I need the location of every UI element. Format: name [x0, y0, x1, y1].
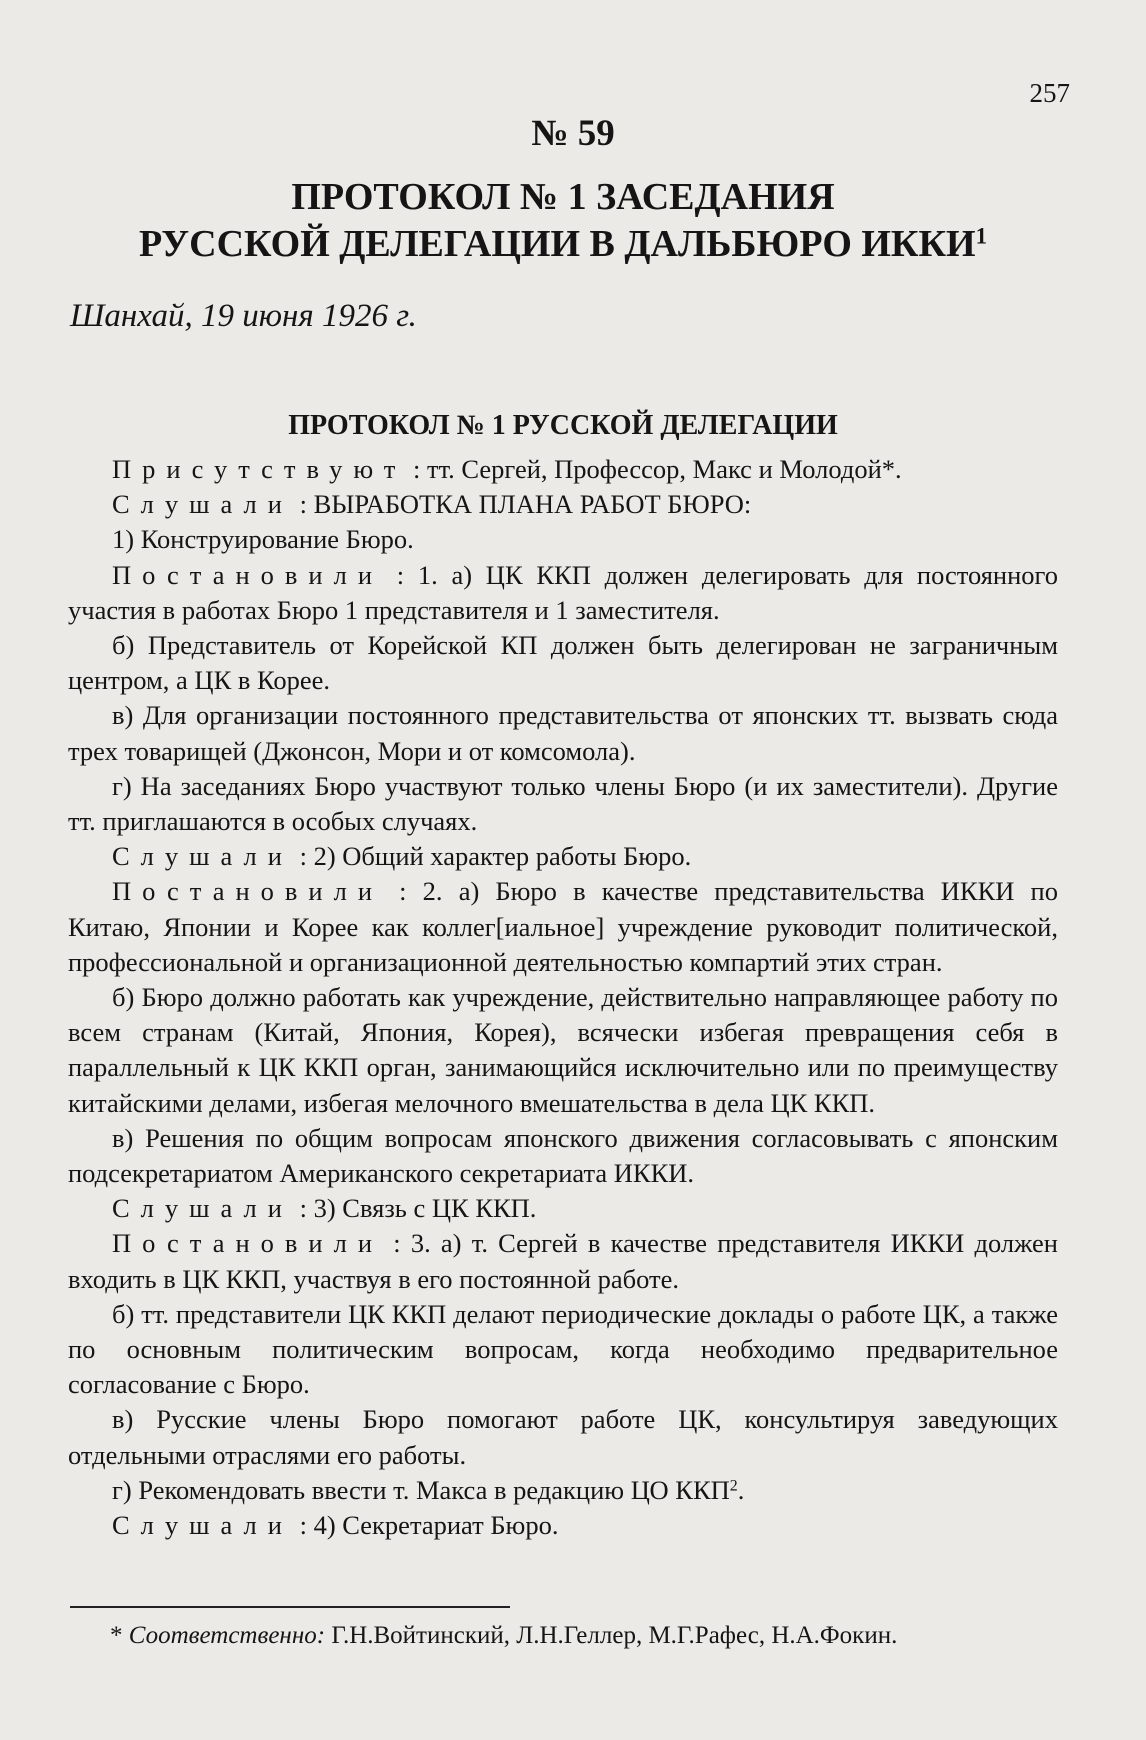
- paragraph-label: Слушали: [112, 1510, 293, 1541]
- paragraph-text: г) Рекомендовать ввести т. Макса в редакцию ЦО ККП: [112, 1474, 730, 1505]
- paragraph-separator: :: [383, 1228, 411, 1259]
- paragraph-label: Слушали: [112, 1193, 293, 1224]
- paragraph: [68, 452, 1058, 487]
- footnote-divider: [70, 1606, 510, 1608]
- paragraph-text: б) тт. представители ЦК ККП делают периодические доклады о работе ЦК, а также по основным политическим вопросам, когда необходимо предварительное согласование с Бюро.: [68, 1298, 1058, 1400]
- paragraph: [68, 1473, 1058, 1508]
- paragraph-separator: :: [292, 489, 314, 520]
- paragraph-separator: :: [292, 1193, 314, 1224]
- paragraph-label: Постановили: [112, 876, 384, 907]
- document-title: [68, 174, 1058, 268]
- paragraph-text: б) Представитель от Корейской КП должен быть делегирован не заграничным центром, а ЦК в Корее.: [68, 630, 1058, 696]
- page-number: 257: [1029, 78, 1070, 108]
- paragraph-label: Слушали: [112, 841, 293, 872]
- paragraph: [68, 522, 1058, 557]
- paragraph-text: 1) Конструирование Бюро.: [112, 524, 414, 555]
- footnote-mark: *: [110, 1622, 129, 1649]
- paragraph-text: г) На заседаниях Бюро участвуют только члены Бюро (и их заместители). Другие тт. приглашаются в особых случаях.: [68, 770, 1058, 837]
- paragraph: [68, 1508, 1058, 1543]
- paragraph: [68, 698, 1058, 768]
- paragraph-separator: :: [292, 841, 314, 872]
- document-number: № 59: [531, 113, 615, 154]
- paragraph-tail: .: [737, 1474, 745, 1505]
- paragraph-text: 3) Связь с ЦК ККП.: [313, 1193, 537, 1224]
- paragraph: [68, 1297, 1058, 1403]
- paragraph-text: 2. а) Бюро в качестве представительства ИККИ по Китаю, Японии и Корее как коллег[иальное] учреждение руководит политической, профессиональной и организационной деятельностью компартий этих стран.: [68, 876, 1058, 977]
- paragraph-separator: :: [383, 559, 418, 590]
- paragraph: [68, 1402, 1058, 1472]
- paragraph-label: Слушали: [112, 489, 293, 520]
- paragraph-text: 1. а) ЦК ККП должен делегировать для постоянного участия в работах Бюро 1 представителя и 1 заместителя.: [68, 559, 1058, 625]
- paragraph: [68, 628, 1058, 698]
- title-line-1: ПРОТОКОЛ № 1 ЗАСЕДАНИЯ: [291, 176, 835, 218]
- paragraph-separator: :: [383, 876, 423, 907]
- paragraph-text: 3. а) т. Сергей в качестве представителя ИККИ должен входить в ЦК ККП, участвуя в его постоянной работе.: [68, 1228, 1058, 1294]
- paragraph-separator: :: [406, 454, 427, 484]
- title-footnote-mark: 1: [975, 223, 988, 249]
- paragraph-label: Постановили: [112, 1228, 384, 1259]
- paragraph-text: б) Бюро должно работать как учреждение, действительно направляющее работу по всем странам (Китай, Япония, Корея), всячески избегая превращения себя в параллельный к ЦК ККП орган, занимающийся исключительно или по преимуществу китайскими делами, избегая мелочного вмешательства в дела ЦК ККП.: [68, 982, 1058, 1118]
- paragraph: [68, 1226, 1058, 1296]
- paragraph-text: в) Решения по общим вопросам японского движения согласовывать с японским подсекретариатом Американского секретариата ИККИ.: [68, 1122, 1058, 1189]
- paragraph-label: Присутствуют: [112, 454, 407, 484]
- paragraph: [68, 980, 1058, 1121]
- paragraph-text: 4) Секретариат Бюро.: [313, 1510, 559, 1541]
- title-line-2-text: РУССКОЙ ДЕЛЕГАЦИИ В ДАЛЬБЮРО ИККИ: [138, 223, 976, 265]
- paragraph: [68, 487, 1058, 522]
- footnote-ref-2: 2: [729, 1477, 738, 1495]
- paragraph-text: тт. Сергей, Профессор, Макс и Молодой*.: [427, 454, 902, 484]
- protocol-body: [68, 452, 1058, 1543]
- footnote: [70, 1622, 1060, 1650]
- paragraph: [68, 558, 1058, 628]
- protocol-subtitle: ПРОТОКОЛ № 1 РУССКОЙ ДЕЛЕГАЦИИ: [288, 410, 838, 441]
- paragraph-separator: :: [292, 1510, 314, 1541]
- place-date: Шанхай, 19 июня 1926 г.: [70, 298, 417, 334]
- footnote-text: Г.Н.Войтинский, Л.Н.Геллер, М.Г.Рафес, Н.А.Фокин.: [325, 1622, 898, 1649]
- title-line-2: [68, 221, 1058, 268]
- paragraph-text: 2) Общий характер работы Бюро.: [313, 841, 692, 872]
- paragraph-text: в) Русские члены Бюро помогают работе ЦК, консультируя заведующих отдельными отраслями его работы.: [68, 1404, 1058, 1470]
- paragraph: [68, 839, 1058, 874]
- paragraph: [68, 769, 1058, 839]
- footnote-label: Соответственно:: [128, 1622, 326, 1649]
- paragraph-label: Постановили: [112, 559, 384, 590]
- paragraph: [68, 874, 1058, 980]
- paragraph-text: в) Для организации постоянного представительства от японских тт. вызвать сюда трех товарищей (Джонсон, Мори и от комсомола).: [68, 700, 1058, 766]
- paragraph: [68, 1191, 1058, 1226]
- paragraph-text: ВЫРАБОТКА ПЛАНА РАБОТ БЮРО:: [313, 489, 752, 520]
- paragraph: [68, 1121, 1058, 1191]
